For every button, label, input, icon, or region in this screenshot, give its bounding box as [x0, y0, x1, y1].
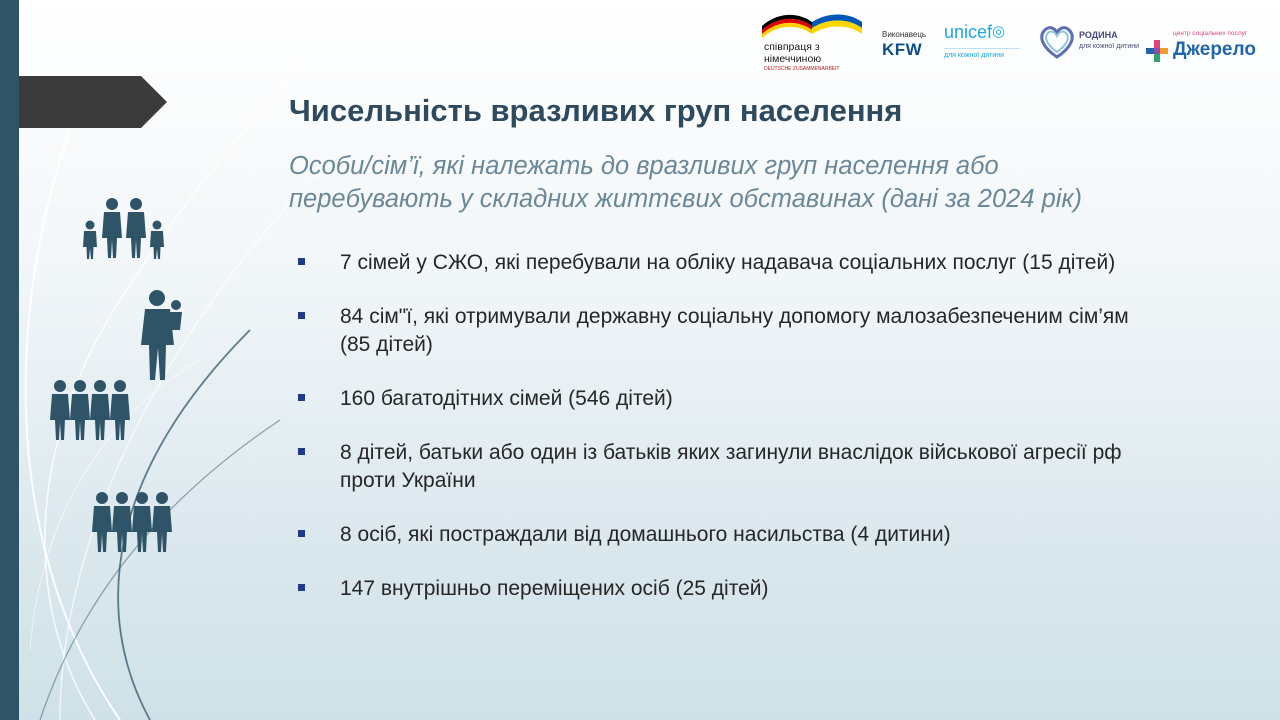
- kfw-caption: Виконавець: [882, 30, 927, 39]
- globe-icon: ◎: [992, 23, 1006, 40]
- bullet-list: [297, 249, 1157, 629]
- bullet-item: 84 сім"ї, які отримували державну соціальну допомогу малозабезпеченим сім’ям (85 дітей): [297, 303, 1157, 359]
- family-icon: [83, 198, 164, 259]
- unicef-logo: [944, 22, 1020, 72]
- cooperation-text-line2: німеччиною: [764, 53, 822, 65]
- cooperation-text-line3: DEUTSCHE ZUSAMMENARBEIT: [764, 66, 840, 72]
- cooperation-text-line1: співпраця з: [764, 41, 820, 53]
- group-of-four-icon: [92, 492, 172, 552]
- dzherelo-caption: центр соціальних послуг: [1173, 30, 1248, 37]
- heart-icon: [1038, 23, 1076, 61]
- bullet-item: 147 внутрішньо переміщених осіб (25 дітей): [297, 575, 1157, 603]
- partner-logos: [0, 8, 1280, 72]
- kfw-name: KFW: [882, 40, 923, 59]
- bullet-item: 7 сімей у СЖО, які перебували на обліку надавача соціальних послуг (15 дітей): [297, 249, 1157, 277]
- dzherelo-name: Джерело: [1173, 39, 1256, 60]
- rodyna-tagline: для кожної дитини: [1079, 43, 1140, 50]
- unicef-tagline: для кожної дитини: [944, 48, 1020, 59]
- flower-icon: [1146, 40, 1168, 62]
- bullet-item: 160 багатодітних сімей (546 дітей): [297, 385, 1157, 413]
- cooperation-germany-logo: [758, 12, 864, 72]
- rodyna-title: РОДИНА: [1079, 30, 1118, 40]
- slide-title: Чисельність вразливих груп населення: [289, 93, 903, 128]
- dzherelo-logo: [1146, 30, 1268, 70]
- unicef-name: unicef: [944, 22, 993, 42]
- group-of-four-icon: [50, 380, 130, 440]
- bullet-item: 8 дітей, батьки або один із батьків яких загинули внаслідок військової агресії рф проти України: [297, 439, 1157, 495]
- rodyna-logo: [1038, 23, 1138, 71]
- bullet-item: 8 осіб, які постраждали від домашнього насильства (4 дитини): [297, 521, 1157, 549]
- parent-with-child-icon: [141, 290, 182, 380]
- german-ukrainian-flag-icon: [758, 12, 864, 40]
- slide-subtitle: Особи/сім’ї, які належать до вразливих груп населення або перебувають у складних життєвих обставинах (дані за 2024 рік): [289, 152, 1082, 213]
- kfw-logo: [882, 30, 932, 70]
- people-icons: [0, 0, 260, 560]
